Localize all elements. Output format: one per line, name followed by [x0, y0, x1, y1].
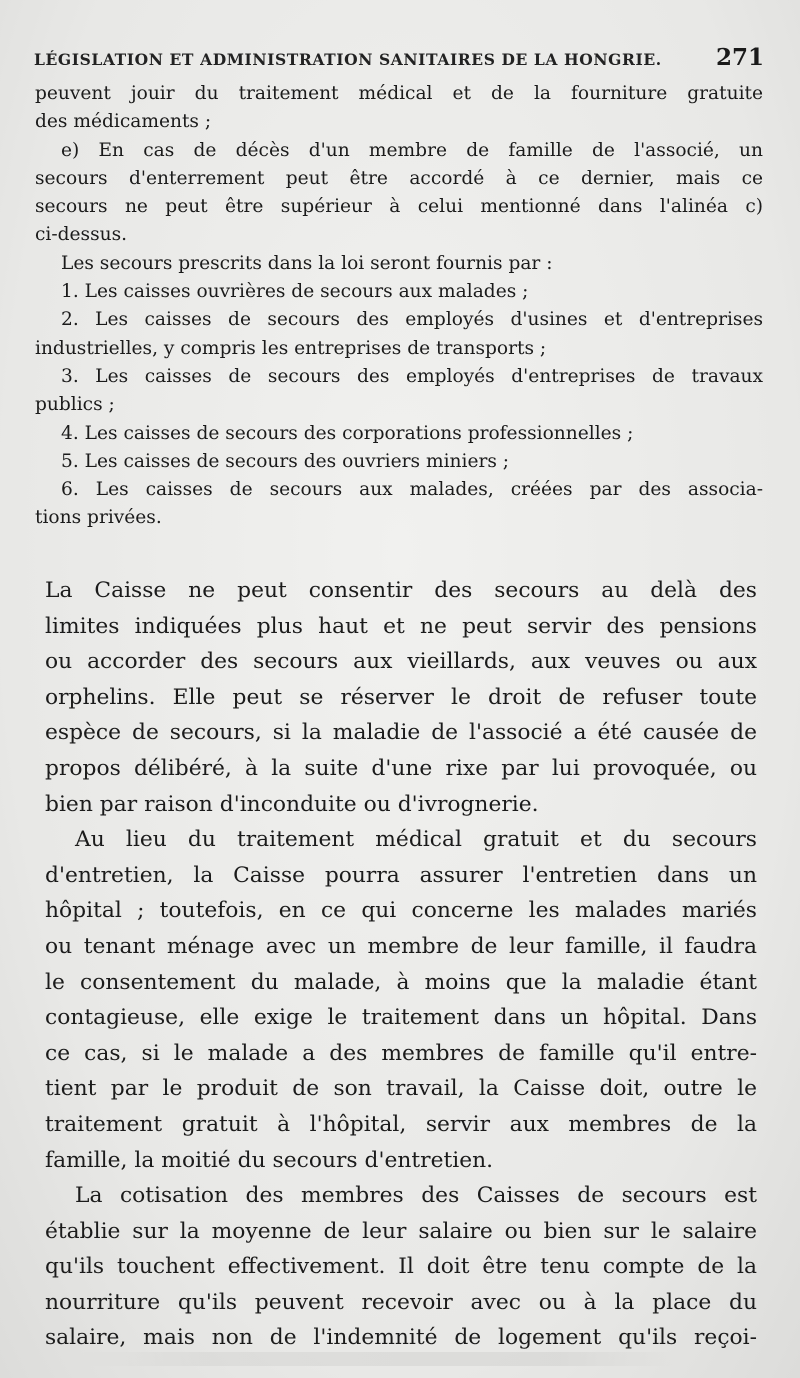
page-number: 271 [715, 44, 764, 71]
list-item: 3. Les caisses de secours des employés d'entreprises de travaux [61, 365, 763, 387]
text-line: ce cas, si le malade a des membres de famille qu'il entre- [45, 1040, 757, 1066]
text-line: secours ne peut être supérieur à celui mentionné dans l'alinéa c) [35, 196, 763, 218]
text-line: tient par le produit de son travail, la Caisse doit, outre le [45, 1076, 757, 1102]
text-line: établie sur la moyenne de leur salaire ou bien sur le salaire [45, 1218, 757, 1244]
running-title: LÉGISLATION ET ADMINISTRATION SANITAIRES DE LA HONGRIE. [34, 50, 662, 69]
text-line: qu'ils touchent effectivement. Il doit être tenu compte de la [45, 1254, 757, 1280]
text-line: tions privées. [35, 507, 162, 529]
text-line: secours d'enterrement peut être accordé à ce dernier, mais ce [35, 167, 763, 189]
list-item: 4. Les caisses de secours des corporations professionnelles ; [61, 422, 634, 444]
text-line: La Caisse ne peut consentir des secours au delà des [45, 578, 757, 603]
text-line: traitement gratuit à l'hôpital, servir aux membres de la [45, 1111, 757, 1137]
text-line: e) En cas de décès d'un membre de famille de l'associé, un [61, 139, 763, 161]
text-line: des médicaments ; [35, 111, 212, 133]
text-line: famille, la moitié du secours d'entretien. [45, 1147, 494, 1173]
text-line: orphelins. Elle peut se réserver le droit de refuser toute [45, 684, 757, 710]
text-line: contagieuse, elle exige le traitement dans un hôpital. Dans [45, 1005, 757, 1031]
text-line: ou tenant ménage avec un membre de leur famille, il faudra [45, 933, 757, 959]
text-line: publics ; [35, 394, 115, 416]
list-item: 5. Les caisses de secours des ouvriers miniers ; [61, 450, 510, 472]
text-line: salaire, mais non de l'indemnité de logement qu'ils reçoi- [45, 1325, 757, 1351]
text-line: peuvent jouir du traitement médical et de la fourniture gratuite [35, 83, 763, 104]
text-line: ci-dessus. [35, 224, 128, 246]
list-item: 2. Les caisses de secours des employés d'usines et d'entreprises [61, 309, 763, 331]
text-line: Au lieu du traitement médical gratuit et du secours [75, 827, 757, 853]
text-line: espèce de secours, si la maladie de l'associé a été causée de [45, 720, 757, 746]
text-line: limites indiquées plus haut et ne peut servir des pensions [45, 613, 757, 639]
list-item: 6. Les caisses de secours aux malades, créées par des associa- [61, 479, 763, 501]
text-line: le consentement du malade, à moins que la maladie étant [45, 969, 757, 995]
text-line: Les secours prescrits dans la loi seront fournis par : [61, 252, 553, 274]
text-line: d'entretien, la Caisse pourra assurer l'entretien dans un [45, 862, 757, 888]
text-line: hôpital ; toutefois, en ce qui concerne les malades mariés [45, 898, 757, 924]
text-line: propos délibéré, à la suite d'une rixe par lui provoquée, ou [45, 755, 757, 781]
small-print-section [35, 80, 763, 533]
page-bottom-bleedthrough [80, 1352, 680, 1366]
main-text-section [45, 573, 757, 1356]
list-item: 1. Les caisses ouvrières de secours aux malades ; [61, 281, 529, 303]
text-line: nourriture qu'ils peuvent recevoir avec ou à la place du [45, 1289, 757, 1315]
text-line: industrielles, y compris les entreprises de transports ; [35, 337, 547, 359]
text-line: bien par raison d'inconduite ou d'ivrognerie. [45, 791, 539, 817]
text-line: ou accorder des secours aux vieillards, aux veuves ou aux [45, 649, 757, 675]
text-line: La cotisation des membres des Caisses de secours est [75, 1183, 757, 1209]
running-header [34, 44, 764, 74]
